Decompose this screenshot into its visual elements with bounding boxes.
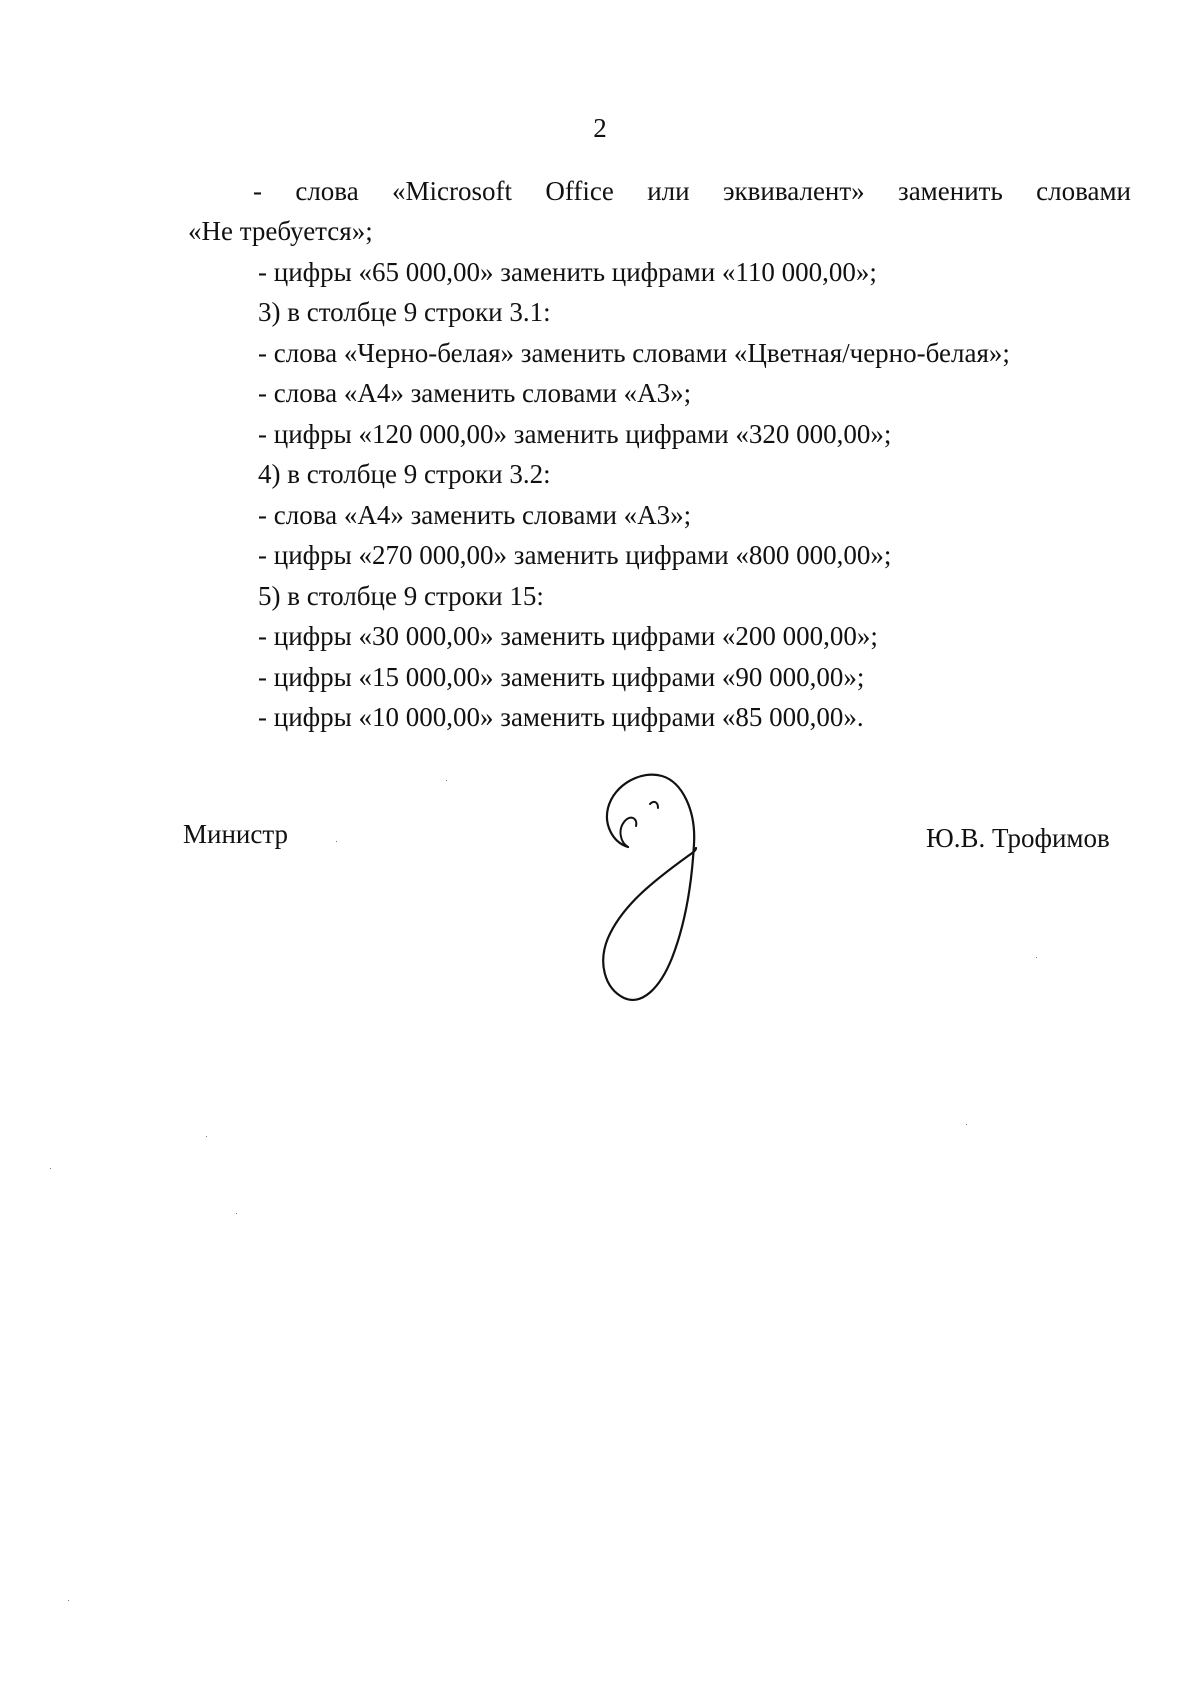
signatory-name: Ю.В. Трофимов (926, 823, 1110, 853)
amendment-line: - цифры «120 000,00» заменить цифрами «320 000,00»; (258, 419, 892, 449)
amendment-line: 3) в столбце 9 строки 3.1: (258, 297, 551, 327)
scan-speck (68, 1600, 69, 1601)
amendment-line: - слова «А4» заменить словами «А3»; (258, 500, 692, 530)
signatory-position: Министр (183, 819, 288, 849)
amendment-line: - слова «А4» заменить словами «А3»; (258, 378, 692, 408)
page-number: 2 (593, 113, 607, 143)
scan-speck (1036, 957, 1037, 958)
amendment-line: - цифры «65 000,00» заменить цифрами «110 000,00»; (258, 257, 877, 287)
amendment-line: - цифры «15 000,00» заменить цифрами «90 000,00»; (258, 662, 865, 692)
amendment-line: «Не требуется»; (188, 216, 373, 246)
scan-speck (446, 780, 447, 781)
amendment-line: 4) в столбце 9 строки 3.2: (258, 459, 551, 489)
signature-hook (650, 802, 658, 808)
amendment-line: - слова «Черно-белая» заменить словами «Цветная/черно-белая»; (258, 338, 1010, 368)
amendment-line: 5) в столбце 9 строки 15: (258, 581, 544, 611)
amendment-line: - цифры «270 000,00» заменить цифрами «800 000,00»; (258, 540, 892, 570)
scan-speck (966, 1124, 967, 1125)
signature-inner-curl (621, 818, 637, 847)
amendments-body (0, 0, 1200, 760)
amendment-line: - слова «Microsoft Office или эквивалент» заменить словами (253, 176, 1131, 206)
scan-speck (236, 1213, 237, 1214)
signature-stroke (603, 775, 696, 1000)
scan-speck (206, 1136, 207, 1137)
amendment-line: - цифры «30 000,00» заменить цифрами «200 000,00»; (258, 621, 878, 651)
amendment-line: - цифры «10 000,00» заменить цифрами «85 000,00». (258, 702, 864, 732)
handwritten-signature (590, 762, 740, 1012)
scan-speck (336, 841, 337, 842)
scan-speck (50, 1168, 51, 1169)
